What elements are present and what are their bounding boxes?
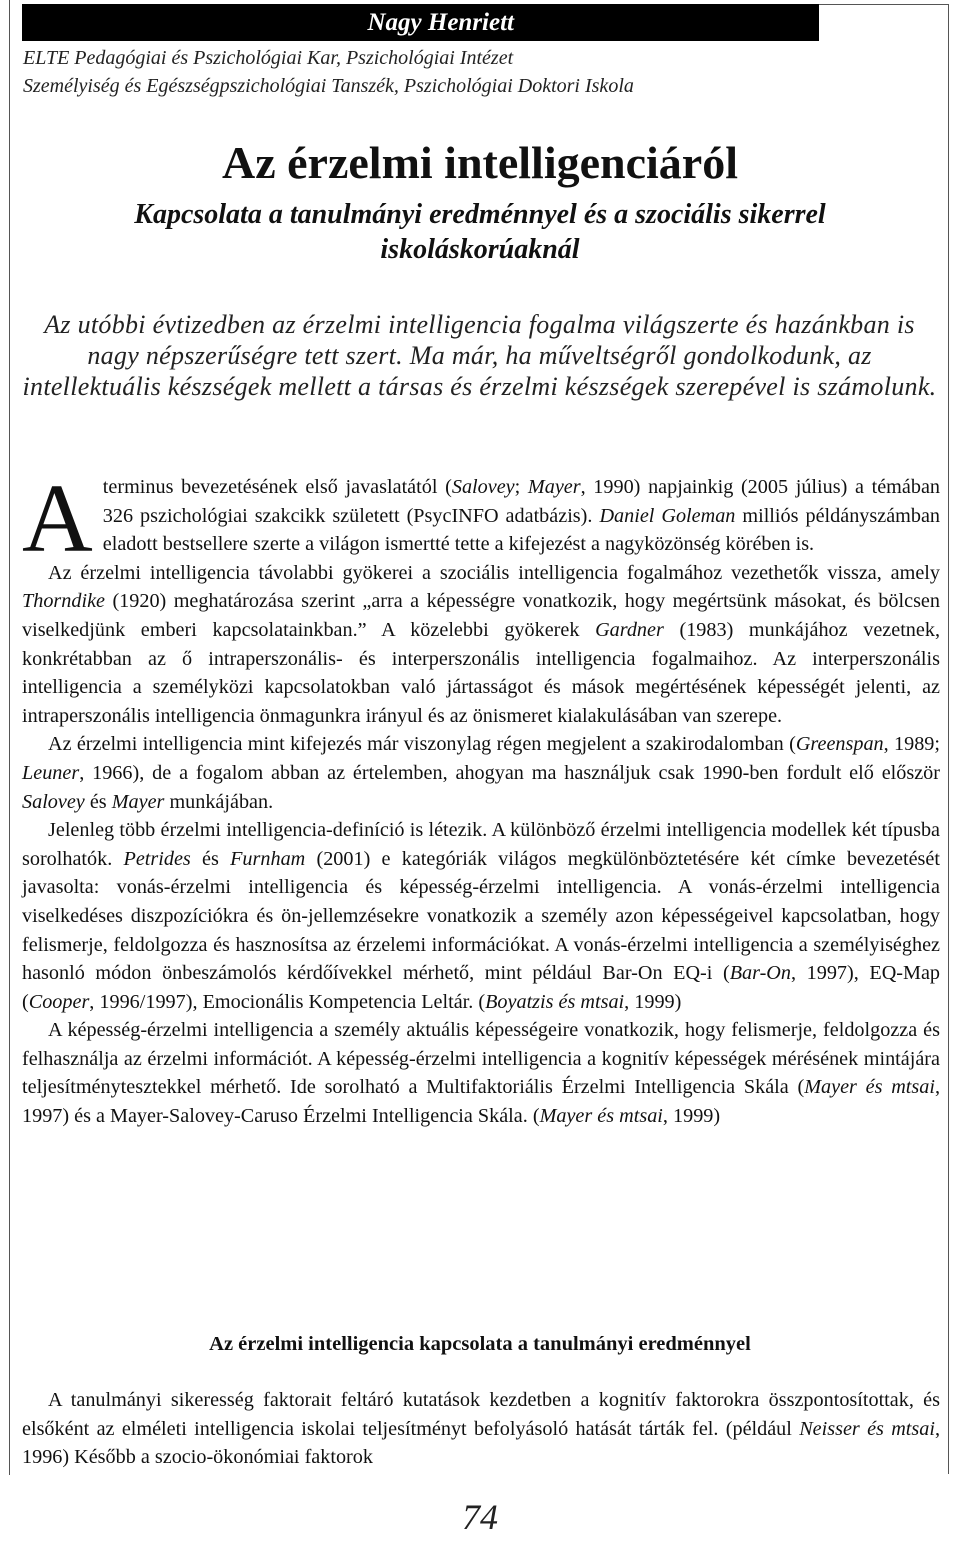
- text: ;: [514, 476, 528, 498]
- text: Az érzelmi intelligencia mint kifejezés már viszonylag régen megjelent a szakirodalomban (: [48, 733, 796, 756]
- text: (1920) meghatározása szerint „arra a képességre vonatkozik, hogy megértsünk másokat, és bölcsen viselkedjünk emberi kapcsolatainkban.” A közelebbi gyökerek: [22, 590, 940, 641]
- citation-author: Bar-On: [729, 962, 791, 985]
- citation-author: Thorndike: [22, 590, 105, 613]
- drop-cap: A: [22, 465, 93, 573]
- text: , 1997) és a Mayer-Salovey-Caruso Érzelmi Intelligencia Skála. (: [22, 1076, 941, 1128]
- subtitle-line-2: iskoláskorúaknál: [380, 234, 580, 265]
- citation-author: Mayer és mtsai: [804, 1076, 935, 1099]
- text: , 1997), EQ-Map (: [22, 962, 940, 1013]
- text: és: [190, 847, 231, 870]
- paragraph-5: [22, 1016, 940, 1130]
- section-body: [22, 1386, 940, 1472]
- citation-author: Salovey: [451, 476, 515, 498]
- text: A tanulmányi sikeresség faktorait feltáró kutatások kezdetben a kognitív faktorokra összpontosítottak, és elsőként az elméleti intelligencia iskolai teljesítményt befolyásoló hatását tárták fel. (például: [22, 1389, 940, 1440]
- citation-author: Daniel Goleman: [599, 504, 736, 527]
- article-subtitle: [0, 197, 960, 267]
- text: , 1989;: [883, 733, 940, 756]
- citation-author: Furnham: [230, 847, 306, 870]
- text: (2001) e kategóriák világos megkülönböztetésére két címke bevezetését javasolta: vonás-érzelmi intelligencia és képesség-érzelmi intelligencia. A vonás-érzelmi intelligencia viselkedéses diszpozíciókra és ön-jellemzésekre vonatkozik a személy azon képességeivel kapcsolatban, hogy felismerje, feldolgozza és hasznosítsa az érzelemi információkat. A vonás-érzelmi intelligencia a személyiséghez hasonló módon önbeszámolós kérdőívekkel mérhető, mint például Bar-On EQ-i (: [22, 847, 940, 985]
- subtitle-line-1: Kapcsolata a tanulmányi eredménnyel és a szociális sikerrel: [134, 199, 826, 230]
- citation-author: Gardner: [595, 618, 664, 641]
- page-number: 74: [462, 1497, 498, 1537]
- affiliation-line-1: ELTE Pedagógiai és Pszichológiai Kar, Pszichológiai Intézet: [23, 47, 514, 69]
- affiliation: [23, 44, 634, 100]
- text: Jelenleg több érzelmi intelligencia-definíció is létezik. A különböző érzelmi intelligencia modellek két típusba sorolhatók.: [22, 819, 940, 870]
- paragraph-3: [22, 730, 940, 816]
- author-name: Nagy Henriett: [22, 4, 819, 41]
- section-heading: Az érzelmi intelligencia kapcsolata a tanulmányi eredménnyel: [209, 1333, 751, 1355]
- text: , 1999): [624, 990, 682, 1013]
- citation-author: Petrides: [123, 847, 191, 870]
- citation-author: Mayer: [111, 790, 165, 813]
- citation-author: Salovey: [22, 790, 85, 813]
- citation-author: Mayer: [527, 476, 581, 498]
- paragraph-2: [22, 559, 940, 731]
- article-title: Az érzelmi intelligenciáról: [221, 137, 739, 188]
- top-rule: [819, 4, 949, 5]
- citation-author: Cooper: [28, 990, 90, 1013]
- citation-author: Greenspan: [795, 733, 884, 756]
- citation-author: Neisser és mtsai: [799, 1417, 935, 1440]
- affiliation-line-2: Személyiség és Egészségpszichológiai Tanszék, Pszichológiai Doktori Iskola: [23, 75, 634, 97]
- paragraph-4: [22, 816, 940, 1016]
- text: és: [84, 790, 112, 813]
- text: Az érzelmi intelligencia távolabbi gyökerei a szociális intelligencia fogalmához vezethetők vissza, amely: [48, 561, 940, 584]
- article-body: [22, 465, 941, 1131]
- text: , 1966), de a fogalom abban az értelemben, ahogyan ma használjuk csak 1990-ben fordult elő először: [79, 761, 940, 784]
- text: (1983) munkájához vezetnek, konkrétabban az ő intraperszonális- és interperszonális intelligencia fogalmaihoz. Az interperszonális intelligencia a személyközi kapcsolatokban való jártasságot és mások megértésének képességét jelenti, az intraperszonális intelligencia önmagunkra irányul és az önismeret kialakulásában van szerepe.: [22, 618, 940, 727]
- section-paragraph-1: [22, 1386, 940, 1472]
- abstract: Az utóbbi évtizedben az érzelmi intelligencia fogalma világszerte és hazánkban is nagy népszerűségre tett szert. Ma már, ha műveltségről gondolkodunk, az intellektuális készségek mellett a társas és érzelmi készségek szerepével is számolunk.: [22, 310, 937, 401]
- text: munkájában.: [164, 790, 274, 813]
- text: , 1996/1997), Emocionális Kompetencia Leltár. (: [89, 990, 486, 1013]
- citation-author: Leuner: [22, 761, 80, 784]
- text: milliós példányszámban eladott bestsellere szerte a világon ismertté tette a kifejezést a nagyközönség körében is.: [102, 504, 941, 556]
- text: , 1999): [662, 1105, 721, 1128]
- text: terminus bevezetésének első javaslatától (: [102, 476, 452, 498]
- citation-author: Boyatzis és mtsai: [485, 990, 625, 1013]
- citation-author: Mayer és mtsai: [539, 1105, 663, 1128]
- text: , 1996) Később a szocio-ökonómiai faktorok: [22, 1417, 940, 1469]
- text: A képesség-érzelmi intelligencia a személy aktuális képességeire vonatkozik, hogy felismerje, feldolgozza és felhasználja az érzelmi információt. A képesség-érzelmi intelligencia a kognitív képességek mérésének mintájára teljesítménytesztekkel mérhető. Ide sorolható a Multifaktoriális Érzelmi Intelligencia Skála (: [22, 1019, 940, 1099]
- text: , 1990) napjainkig (2005 július) a témában 326 pszichológiai szakcikk született (PsycINFO adatbázis).: [102, 476, 940, 527]
